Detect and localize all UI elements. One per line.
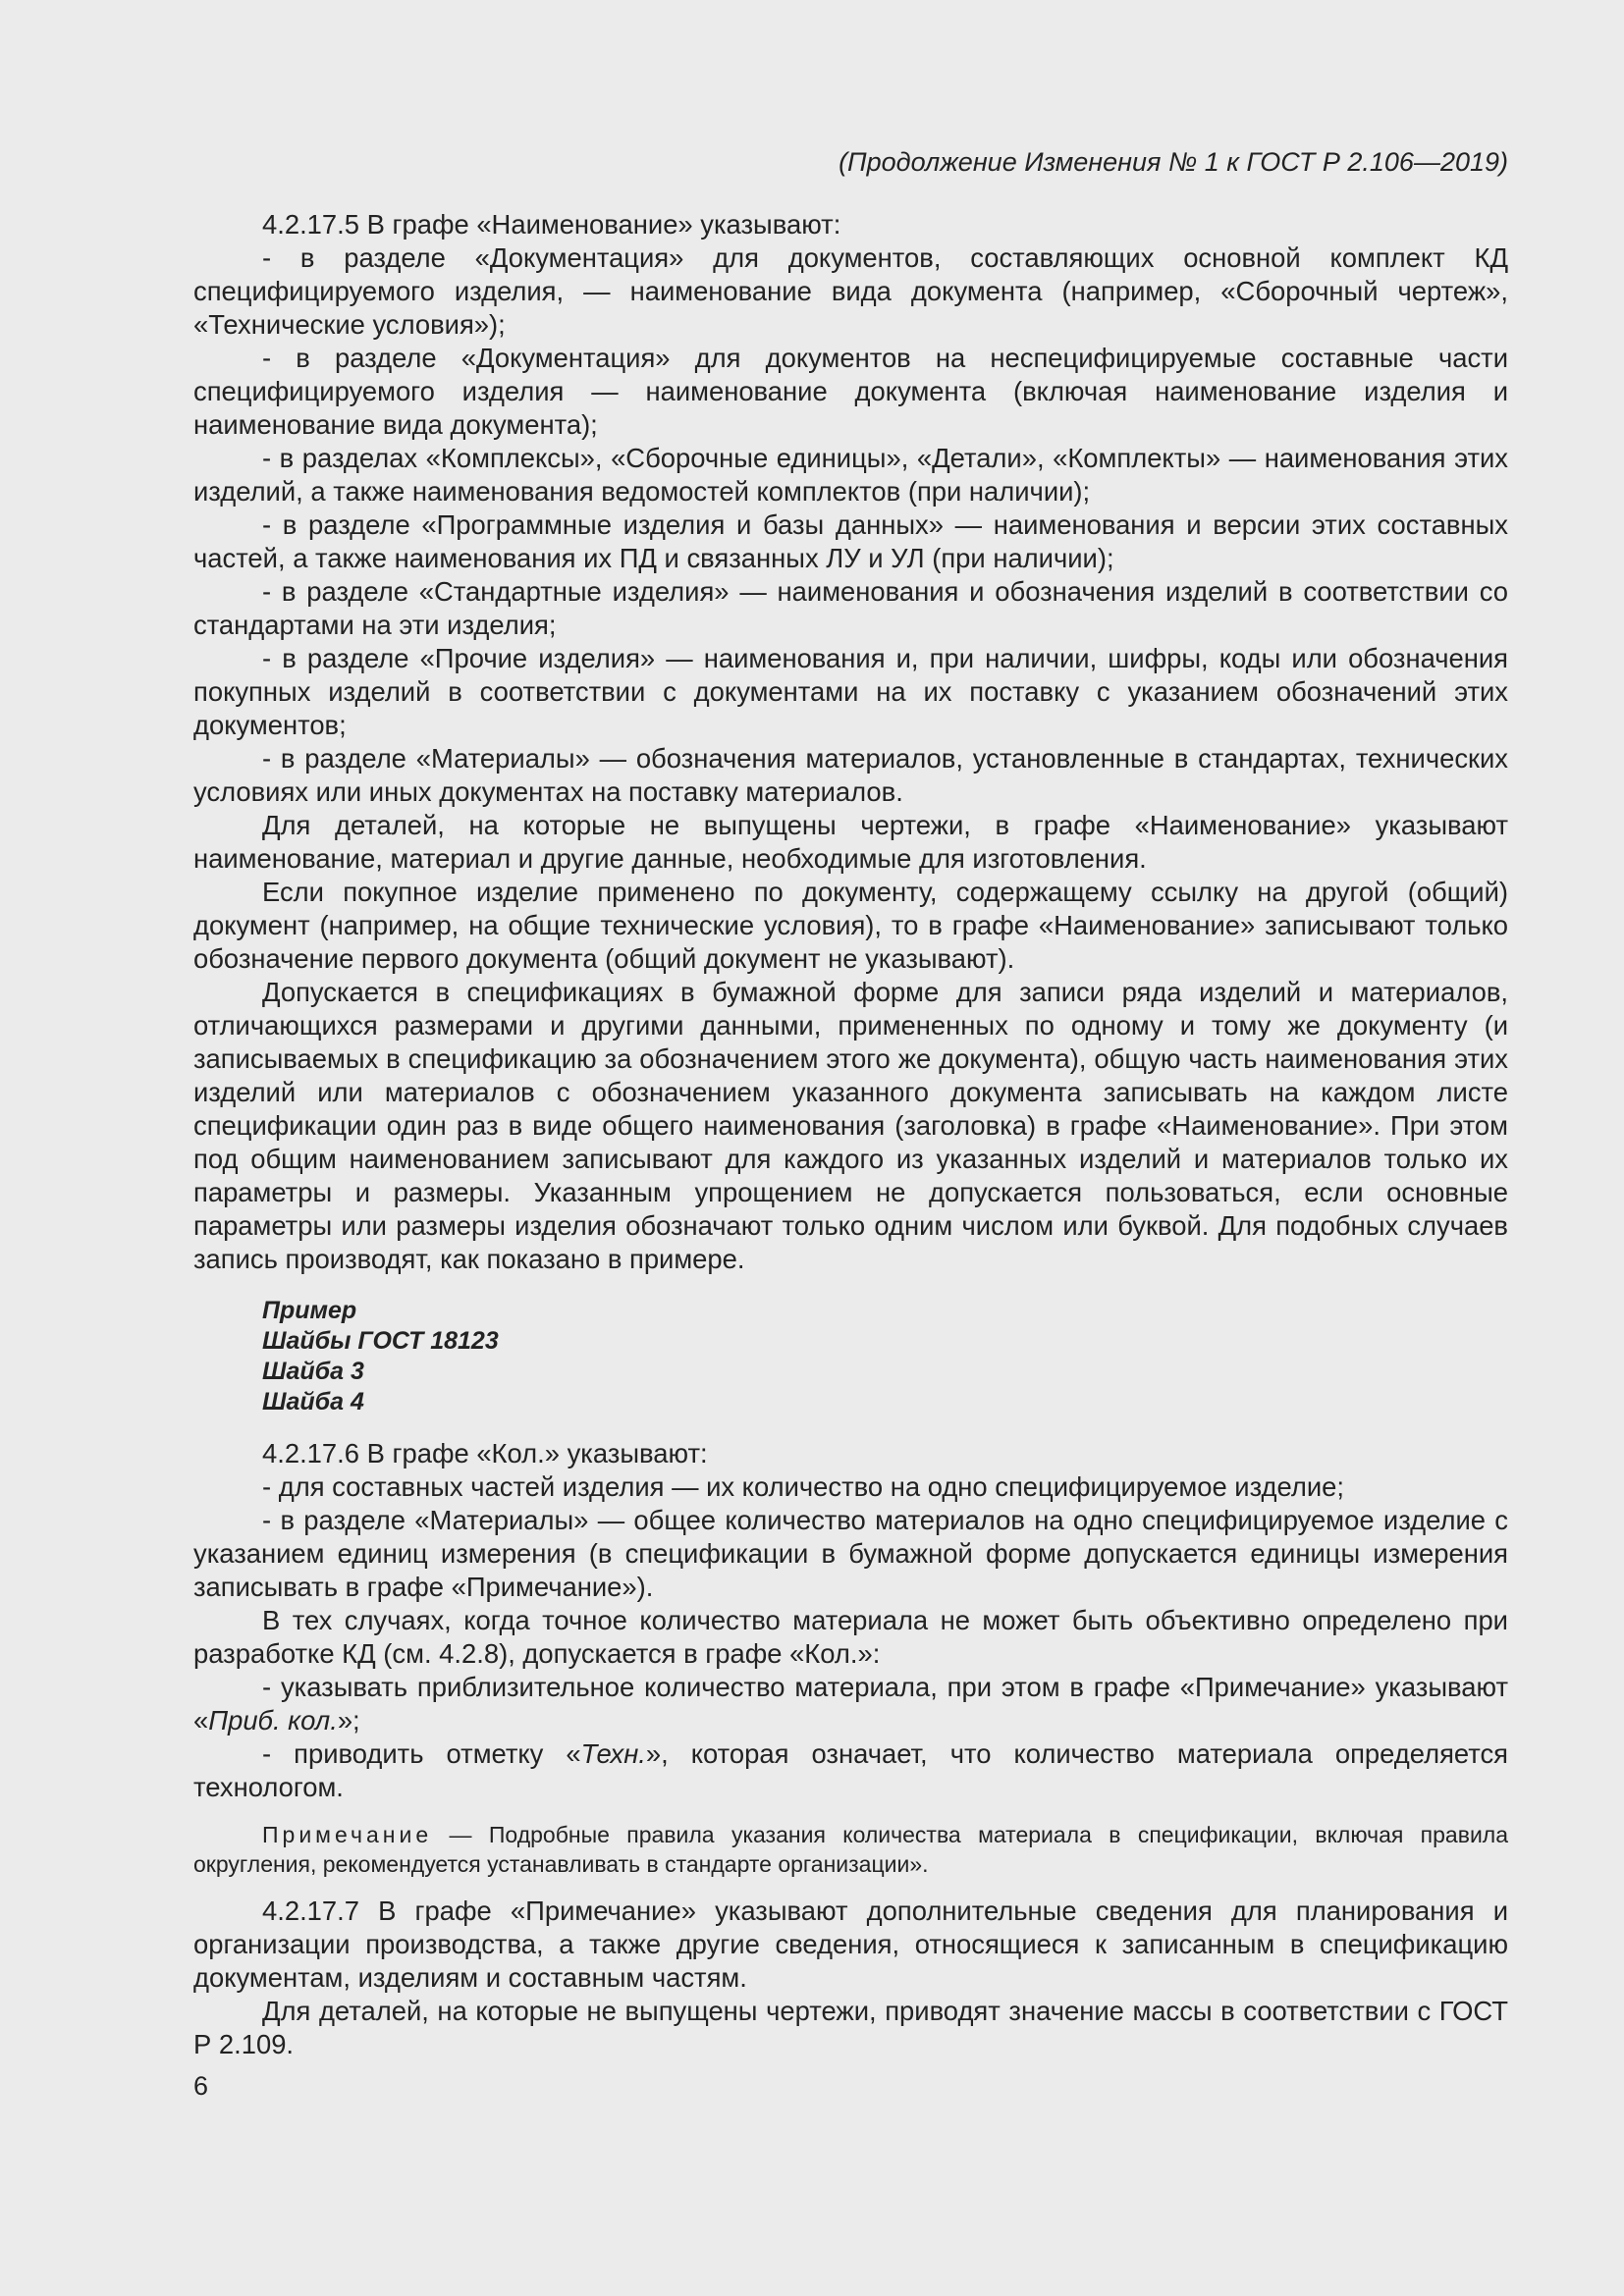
example-line: Шайба 4 xyxy=(262,1388,364,1415)
note-label: Примечание xyxy=(262,1822,433,1847)
note xyxy=(193,1820,1508,1879)
paragraph: Для деталей, на которые не выпущены чертежи, в графе «Наименование» указывают наименование, материал и другие данные, необходимые для изготовления. xyxy=(193,810,1508,874)
running-header: (Продолжение Изменения № 1 к ГОСТ Р 2.106—2019) xyxy=(839,147,1508,177)
example-title: Пример xyxy=(262,1297,357,1324)
note-text: — Подробные правила указания количества материала в спецификации, включая правила округления, рекомендуется устанавливать в стандарте организации». xyxy=(193,1822,1508,1877)
text-run: »; xyxy=(337,1705,360,1735)
text-run: », которая означает, что количество материала определяется технологом. xyxy=(193,1738,1509,1802)
text-run: - приводить отметку « xyxy=(262,1738,581,1769)
paragraph: Для деталей, на которые не выпущены чертежи, приводят значение массы в соответствии с ГОСТ Р 2.109. xyxy=(193,1996,1508,2059)
text-run: - указывать приблизительное количество материала, при этом в графе «Примечание» указывают « xyxy=(193,1672,1508,1735)
paragraph: - в разделе «Материалы» — обозначения материалов, установленные в стандартах, технических условиях или иных документах на поставку материалов. xyxy=(193,743,1508,807)
paragraph: Допускается в спецификациях в бумажной форме для записи ряда изделий и материалов, отличающихся размерами и другими данными, примененных по одному и тому же документу (и записываемых в спецификацию за обозначением этого же документа), общую часть наименования этих изделий или материалов с обозначением указанного документа записывать на каждом листе спецификации один раз в виде общего наименования (заголовка) в графе «Наименование». При этом под общим наименованием записывают для каждого из указанных изделий и материалов только их параметры и размеры. Указанным упрощением не допускается пользоваться, если основные параметры или размеры изделия обозначают только одним числом или буквой. Для подобных случаев запись производят, как показано в примере. xyxy=(193,977,1508,1274)
paragraph: - в разделе «Программные изделия и базы данных» — наименования и версии этих составных частей, а также наименования их ПД и связанных ЛУ и УЛ (при наличии); xyxy=(193,509,1508,573)
paragraph: - в разделе «Документация» для документов, составляющих основной комплект КД специфицируемого изделия, — наименование вида документа (например, «Сборочный чертеж», «Технические условия»); xyxy=(193,242,1508,340)
paragraph: - в разделах «Комплексы», «Сборочные единицы», «Детали», «Комплекты» — наименования этих изделий, а также наименования ведомостей комплектов (при наличии); xyxy=(193,443,1508,507)
example-block xyxy=(262,1296,1508,1417)
example-line: Шайбы ГОСТ 18123 xyxy=(262,1327,499,1355)
paragraph xyxy=(193,1737,1508,1804)
paragraph: - в разделе «Документация» для документов на неспецифицируемые составные части специфицируемого изделия — наименование документа (включая наименование изделия и наименование вида документа); xyxy=(193,343,1508,440)
italic-run: Техн. xyxy=(580,1738,646,1769)
paragraph: - в разделе «Материалы» — общее количество материалов на одно специфицируемое изделие с указанием единиц измерения (в спецификации в бумажной форме допускается единицы измерения записывать в графе «Примечание»). xyxy=(193,1505,1508,1602)
paragraph: - в разделе «Прочие изделия» — наименования и, при наличии, шифры, коды или обозначения покупных изделий в соответствии с документами на их поставку с указанием обозначений этих документов; xyxy=(193,643,1508,740)
paragraph: 4.2.17.6 В графе «Кол.» указывают: xyxy=(262,1438,708,1468)
paragraph: В тех случаях, когда точное количество материала не может быть объективно определено при разработке КД (см. 4.2.8), допускается в графе «Кол.»: xyxy=(193,1605,1508,1669)
page-number: 6 xyxy=(193,2071,209,2101)
example-line: Шайба 3 xyxy=(262,1358,364,1385)
paragraph: 4.2.17.7 В графе «Примечание» указывают дополнительные сведения для планирования и организации производства, а также другие сведения, относящиеся к записанным в спецификацию документам, изделиям и составным частям. xyxy=(193,1896,1508,1993)
paragraph: 4.2.17.5 В графе «Наименование» указывают: xyxy=(262,209,841,240)
paragraph xyxy=(193,1671,1508,1737)
paragraph: - в разделе «Стандартные изделия» — наименования и обозначения изделий в соответствии со стандартами на эти изделия; xyxy=(193,576,1508,640)
italic-run: Приб. кол. xyxy=(208,1705,338,1735)
paragraph: - для составных частей изделия — их количество на одно специфицируемое изделие; xyxy=(262,1471,1344,1502)
document-body xyxy=(193,208,1508,2061)
paragraph: Если покупное изделие применено по документу, содержащему ссылку на другой (общий) документ (например, на общие технические условия), то в графе «Наименование» записывают только обозначение первого документа (общий документ не указывают). xyxy=(193,877,1508,974)
